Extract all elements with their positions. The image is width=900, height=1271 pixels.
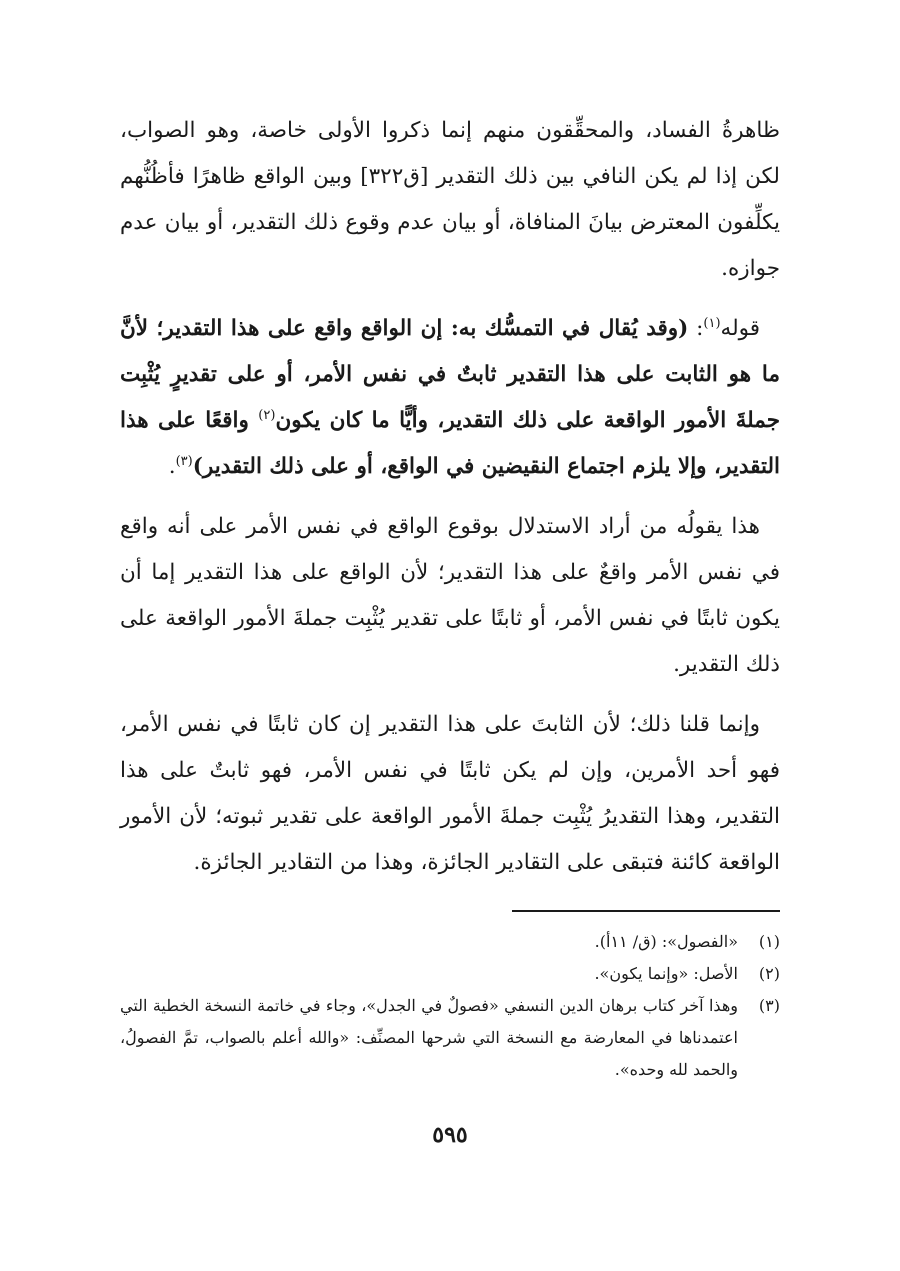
footnote-number: (١) — [758, 932, 780, 951]
footnote-number: (٣) — [758, 996, 780, 1015]
paragraph-1: ظاهرةُ الفساد، والمحقِّقون منهم إنما ذكروا الأولى خاصة، وهو الصواب، لكن إذا لم يكن النافي بين ذلك التقدير [ق٣٢٢] وبين الواقع ظاهرًا فأظُنُّهم يكلِّفون المعترض بيانَ المنافاة، أو بيان عدم وقوع ذلك التقدير، أو بيان عدم جوازه. — [120, 118, 780, 281]
footnote-ref-3[interactable]: (٣) — [175, 453, 193, 469]
footnote-text: وهذا آخر كتاب برهان الدين النسفي «فصولٌ في الجدل»، وجاء في خاتمة النسخة الخطية التي اعتمدناها في المعارضة مع النسخة التي شرحها المصنِّف: «والله أعلم بالصواب، تمَّ الفصولُ، والحمد لله وحده». — [120, 996, 738, 1079]
footnote-number: (٢) — [758, 964, 780, 983]
footnote-text: «الفصول»: (ق/ ١١أ). — [594, 932, 738, 951]
page-body — [120, 108, 780, 1079]
footnote-3 — [120, 990, 780, 1086]
footnote-separator — [512, 910, 780, 912]
footnote-ref-1[interactable]: (١) — [703, 315, 721, 331]
page-number: ٥٩٥ — [432, 1122, 468, 1148]
footnotes — [120, 926, 780, 1086]
footnote-1 — [120, 926, 780, 958]
paragraph-2-quote — [120, 306, 780, 490]
footnote-text: الأصل: «وإنما يكون». — [594, 964, 738, 983]
paragraph-3: هذا يقولُه من أراد الاستدلال بوقوع الواقع في نفس الأمر على أنه واقع في نفس الأمر واقعٌ على هذا التقدير؛ لأن الواقع على هذا التقدير إما أن يكون ثابتًا في نفس الأمر، أو ثابتًا على تقدير يُثْبِت جملةَ الأمور الواقعة على ذلك التقدير. — [120, 514, 780, 677]
quote-end: . — [168, 454, 176, 479]
footnote-2 — [120, 958, 780, 990]
footnote-ref-2[interactable]: (٢) — [258, 407, 276, 423]
quote-lead: قوله — [720, 316, 761, 341]
quote-bold-part-b: واقعًا على هذا التقدير، وإلا يلزم اجتماع النقيضين في الواقع، أو على ذلك التقدير) — [120, 408, 780, 479]
quote-bold-part-a: (وقد يُقال في التمسُّك به: إن الواقع واقع على هذا التقدير؛ لأنَّ ما هو الثابت على هذا التقدير ثابتٌ في نفس الأمر، أو على تقديرٍ يُثْبِت جملةَ الأمور الواقعة على ذلك التقدير، وأيًّا ما كان يكون — [120, 316, 780, 433]
paragraph-4: وإنما قلنا ذلك؛ لأن الثابتَ على هذا التقدير إن كان ثابتًا في نفس الأمر، فهو أحد الأمرين، وإن لم يكن ثابتًا في نفس الأمر، فهو ثابتٌ على هذا التقدير، وهذا التقديرُ يُثْبِت جملةَ الأمور الواقعة على تقدير ثبوته؛ لأن الأمور الواقعة كائنة فتبقى على التقادير الجائزة، وهذا من التقادير الجائزة. — [120, 712, 780, 875]
quote-colon: : — [688, 316, 704, 341]
